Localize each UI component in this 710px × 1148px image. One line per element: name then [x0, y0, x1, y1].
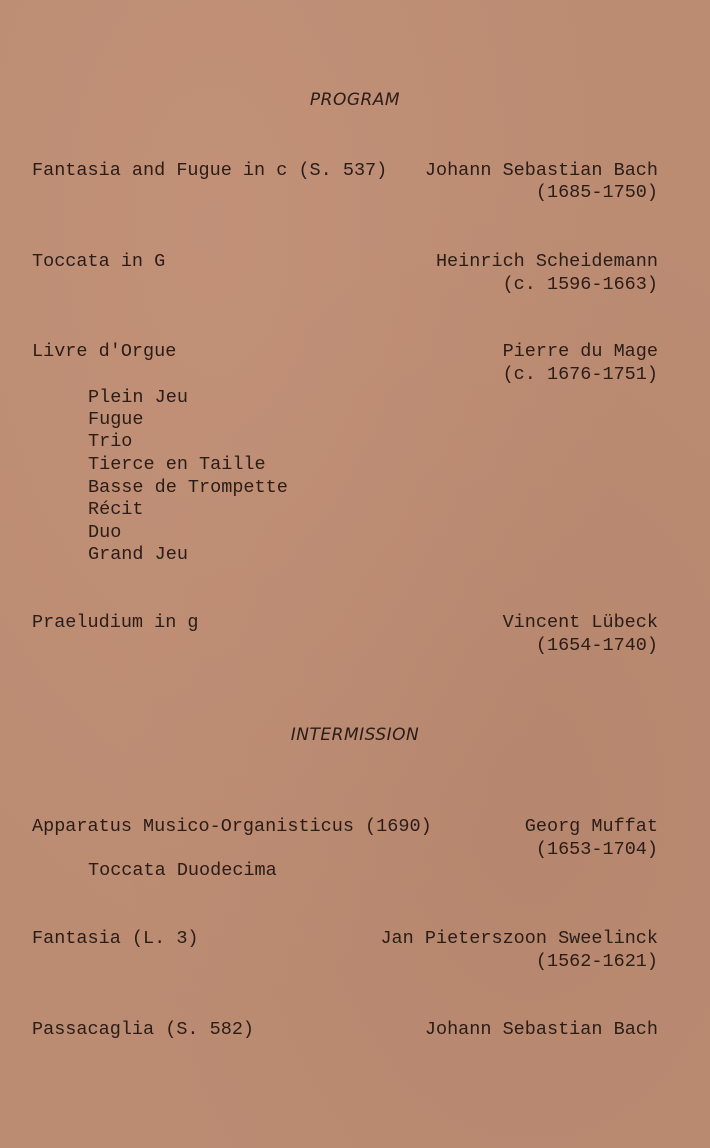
composer-dates: (1562-1621) — [535, 951, 658, 972]
movement-item: Grand Jeu — [88, 544, 188, 565]
piece-composer: Heinrich Scheidemann — [435, 251, 658, 272]
piece-composer: Vincent Lübeck — [502, 612, 658, 633]
movement-item: Duo — [88, 522, 122, 543]
movement-item: Fugue — [88, 409, 144, 430]
composer-dates: (1685-1750) — [535, 182, 658, 203]
piece-title: Apparatus Musico-Organisticus (1690) — [32, 816, 432, 837]
piece-title: Livre d'Orgue — [32, 341, 177, 362]
piece-title: Toccata in G — [32, 251, 166, 272]
piece-composer: Johann Sebastian Bach — [424, 160, 658, 181]
piece-title: Passacaglia (S. 582) — [32, 1019, 255, 1040]
piece-composer: Jan Pieterszoon Sweelinck — [380, 928, 658, 949]
piece-composer: Pierre du Mage — [502, 341, 658, 362]
composer-dates: (1653-1704) — [535, 839, 658, 860]
movement-item: Tierce en Taille — [88, 454, 266, 475]
piece-composer: Georg Muffat — [524, 816, 658, 837]
movement-item: Basse de Trompette — [88, 477, 288, 498]
movement-item: Trio — [88, 431, 133, 452]
piece-title: Fantasia (L. 3) — [32, 928, 199, 949]
movement-item: Récit — [88, 499, 144, 520]
piece-composer: Johann Sebastian Bach — [424, 1019, 658, 1040]
piece-title: Fantasia and Fugue in c (S. 537) — [32, 160, 388, 181]
intermission-heading: INTERMISSION — [290, 725, 420, 745]
composer-dates: (c. 1676-1751) — [502, 364, 658, 385]
piece-title: Praeludium in g — [32, 612, 199, 633]
composer-dates: (c. 1596-1663) — [502, 274, 658, 295]
composer-dates: (1654-1740) — [535, 635, 658, 656]
program-heading: PROGRAM — [309, 90, 401, 110]
movement-item: Toccata Duodecima — [88, 860, 277, 881]
movement-item: Plein Jeu — [88, 387, 188, 408]
